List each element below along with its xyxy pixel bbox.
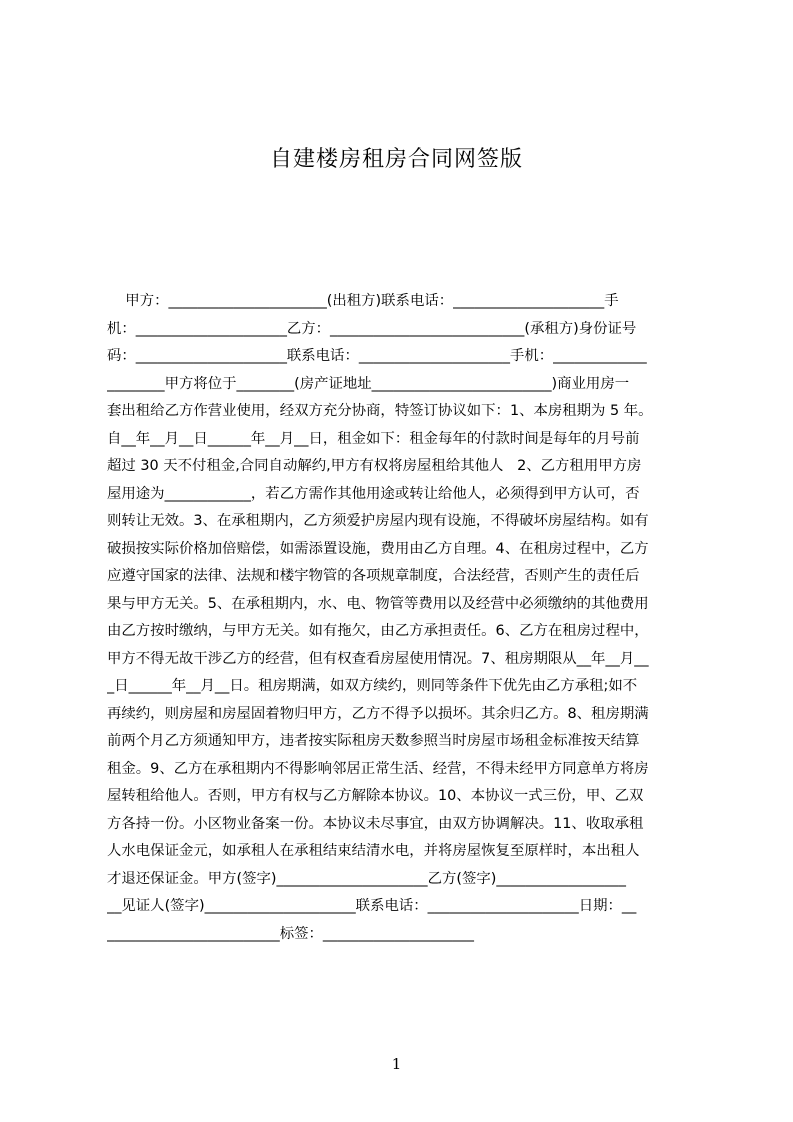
body-line: 自__年__月__日______年__月__日，租金如下：租金每年的付款时间是每年的月号前 <box>107 430 640 447</box>
body-line: 则转让无效。3、在承租期内，乙方须爱护房屋内现有设施，不得破坏房屋结构。如有 <box>107 513 649 529</box>
body-line: 前两个月乙方须通知甲方，违者按实际租房天数参照当时房屋市场租金标准按天结算 <box>107 733 640 749</box>
body-line: 甲方：______________________(出租方)联系电话：_____________________手 <box>107 293 619 309</box>
body-line: 方各持一份。小区物业备案一份。本协议未尽事宜，由双方协调解决。11、收取承租 <box>107 815 644 832</box>
document-title: 自建楼房租房合同网签版 <box>269 147 523 172</box>
body-line: 应遵守国家的法律、法规和楼宇物管的各项规章制度，合法经营，否则产生的责任后 <box>107 568 640 584</box>
body-line: 人水电保证金元，如承租人在承租结束结清水电，并将房屋恢复至原样时，本出租人 <box>107 843 640 859</box>
body-line: 由乙方按时缴纳，与甲方无关。如有拖欠，由乙方承担责任。6、乙方在租房过程中， <box>107 623 649 639</box>
body-line: ________________________标签：_____________________ <box>107 925 474 942</box>
page-number: 1 <box>391 1055 402 1073</box>
body-line: 果与甲方无关。5、在承租期内，水、电、物管等费用以及经营中必须缴纳的其他费用 <box>107 595 649 612</box>
body-line: 甲方不得无故干涉乙方的经营，但有权查看房屋使用情况。7、租房期限从__年__月__ <box>107 650 649 667</box>
body-line: 破损按实际价格加倍赔偿，如需添置设施，费用由乙方自理。4、在租房过程中，乙方 <box>107 540 649 557</box>
contract-body <box>107 288 697 948</box>
body-line: _日______年__月__日。租房期满，如双方续约，则同等条件下优先由乙方承租;如不 <box>107 678 638 694</box>
body-line: __见证人(签字)_____________________联系电话：_____________________日期：__ <box>107 898 637 914</box>
body-line: ________甲方将位于________(房产证地址_________________________)商业用房一 <box>107 375 630 392</box>
body-line: 码：_____________________联系电话：_____________________手机：_____________ <box>107 348 647 364</box>
body-line: 再续约，则房屋和房屋固着物归甲方，乙方不得予以损坏。其余归乙方。8、租房期满 <box>107 705 649 722</box>
body-line: 机：_____________________乙方：___________________________(承租方)身份证号 <box>107 320 637 337</box>
body-line: 屋用途为____________，若乙方需作其他用途或转让给他人，必须得到甲方认可，否 <box>107 485 640 502</box>
body-line: 套出租给乙方作营业使用，经双方充分协商，特签订协议如下：1、本房租期为 5 年。 <box>107 403 653 419</box>
body-line: 屋转租给他人。否则，甲方有权与乙方解除本协议。10、本协议一式三份，甲、乙双 <box>107 788 644 804</box>
body-line: 才退还保证金。甲方(签字)_____________________乙方(签字)__________________ <box>107 870 626 887</box>
body-line: 超过 30 天不付租金,合同自动解约,甲方有权将房屋租给其他人 2、乙方租用甲方房 <box>107 458 642 474</box>
body-line: 租金。9、乙方在承租期内不得影响邻居正常生活、经营，不得未经甲方同意单方将房 <box>107 760 649 777</box>
